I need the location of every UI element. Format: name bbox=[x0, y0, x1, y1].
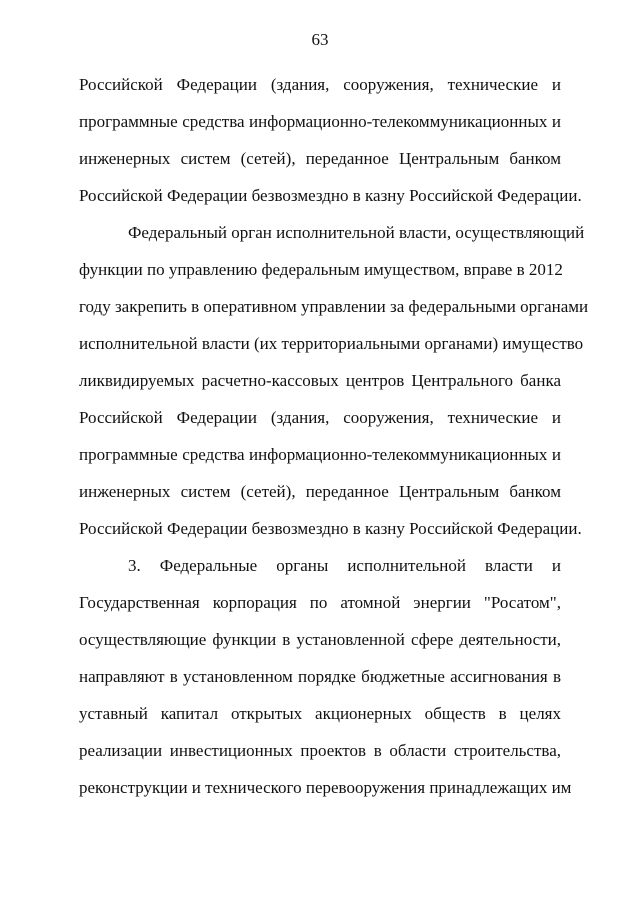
text-line: реализации инвестиционных проектов в области строительства, bbox=[79, 741, 561, 760]
document-body bbox=[79, 66, 589, 806]
page-number: 63 bbox=[311, 30, 329, 49]
text-line: направляют в установленном порядке бюджетные ассигнования в bbox=[79, 667, 561, 686]
text-line: Российской Федерации безвозмездно в казну Российской Федерации. bbox=[79, 186, 582, 205]
paragraph-3 bbox=[79, 547, 572, 806]
text-line: году закрепить в оперативном управлении за федеральными органами bbox=[79, 297, 589, 316]
text-line: Российской Федерации (здания, сооружения, технические и bbox=[79, 75, 561, 94]
text-line: исполнительной власти (их территориальными органами) имущество bbox=[79, 334, 584, 353]
text-line: Российской Федерации (здания, сооружения, технические и bbox=[79, 408, 561, 427]
text-line: уставный капитал открытых акционерных обществ в целях bbox=[79, 704, 561, 723]
text-line: Государственная корпорация по атомной энергии "Росатом", bbox=[79, 593, 561, 612]
text-line: ликвидируемых расчетно-кассовых центров Центрального банка bbox=[79, 371, 561, 390]
text-line: программные средства информационно-телекоммуникационных и bbox=[79, 445, 561, 464]
paragraph-1 bbox=[79, 66, 582, 214]
text-line: Российской Федерации безвозмездно в казну Российской Федерации. bbox=[79, 519, 582, 538]
text-line: реконструкции и технического перевооружения принадлежащих им bbox=[79, 778, 572, 797]
text-line: осуществляющие функции в установленной сфере деятельности, bbox=[79, 630, 561, 649]
text-line: 3. Федеральные органы исполнительной власти и bbox=[128, 556, 561, 575]
text-line: инженерных систем (сетей), переданное Центральным банком bbox=[79, 482, 561, 501]
text-line: Федеральный орган исполнительной власти, осуществляющий bbox=[128, 223, 585, 242]
text-line: функции по управлению федеральным имуществом, вправе в 2012 bbox=[79, 260, 563, 279]
text-line: инженерных систем (сетей), переданное Центральным банком bbox=[79, 149, 561, 168]
paragraph-2 bbox=[79, 214, 589, 547]
text-line: программные средства информационно-телекоммуникационных и bbox=[79, 112, 561, 131]
